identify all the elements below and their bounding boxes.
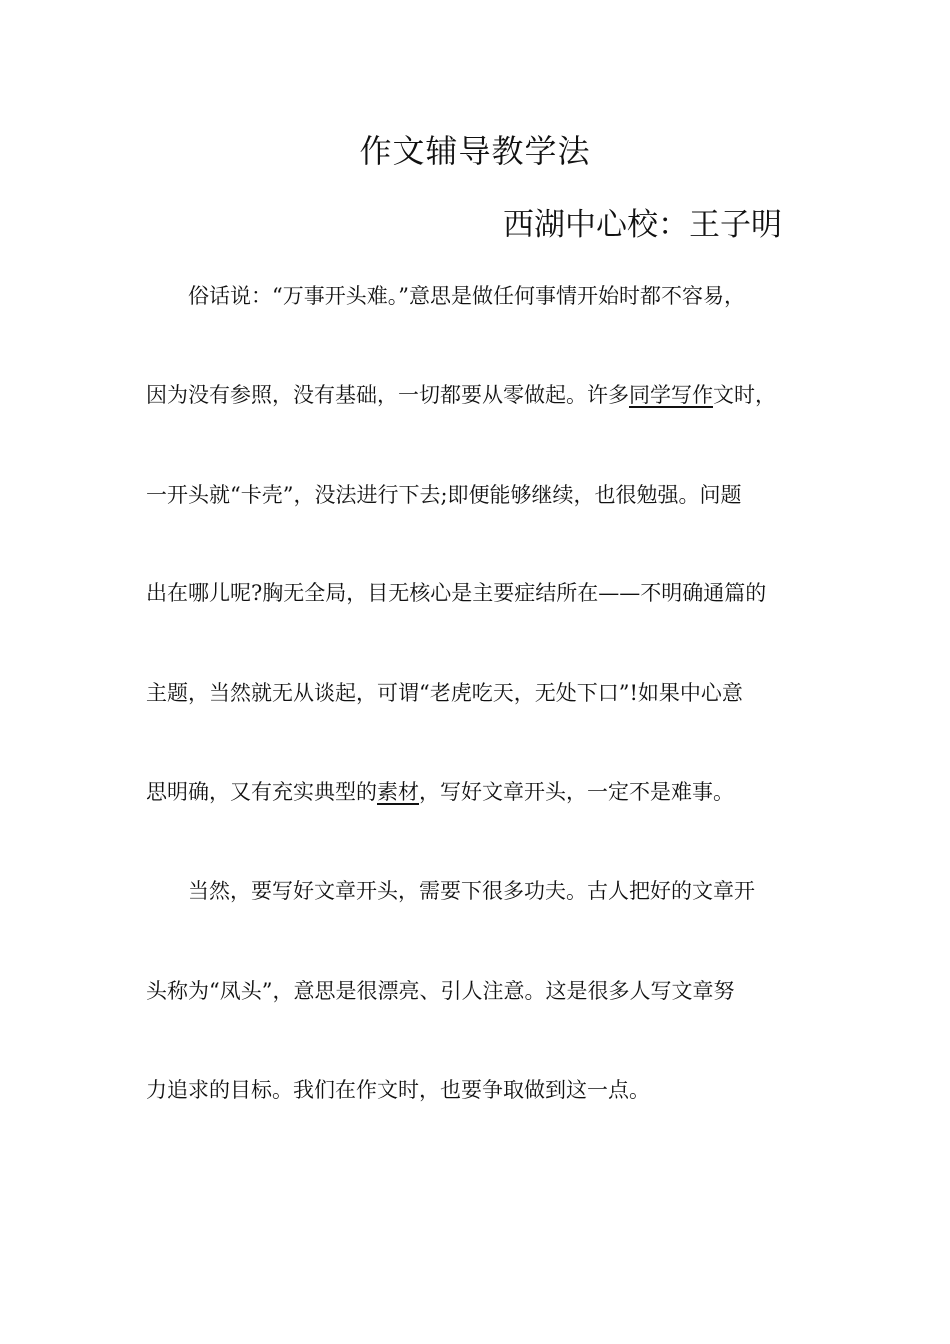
paragraph-1-line-1: 俗话说：“万事开头难。”意思是做任何事情开始时都不容易， bbox=[188, 284, 745, 308]
paragraph-1-line-3: 一开头就“卡壳”，没法进行下去;即便能够继续，也很勉强。问题 bbox=[146, 483, 742, 507]
link-tongxue-xiezuo[interactable]: 同学写作 bbox=[629, 383, 713, 407]
paragraph-1-line-4: 出在哪儿呢?胸无全局，目无核心是主要症结所在——不明确通篇的 bbox=[146, 581, 767, 605]
line-2-text-a: 因为没有参照，没有基础，一切都要从零做起。许多 bbox=[146, 383, 629, 407]
paragraph-1-line-6 bbox=[146, 775, 806, 809]
paragraph-2-line-2: 头称为“凤头”，意思是很漂亮、引人注意。这是很多人写文章努 bbox=[146, 979, 735, 1003]
line-6-text-a: 思明确，又有充实典型的 bbox=[146, 780, 377, 804]
paragraph-2-line-3: 力追求的目标。我们在作文时，也要争取做到这一点。 bbox=[146, 1078, 650, 1102]
paragraph-1-line-5: 主题，当然就无从谈起，可谓“老虎吃天，无处下口”!如果中心意 bbox=[146, 681, 743, 705]
author-line: 西湖中心校：王子明 bbox=[503, 207, 782, 243]
paragraph-2-line-1: 当然，要写好文章开头，需要下很多功夫。古人把好的文章开 bbox=[188, 879, 755, 903]
line-2-text-b: 文时， bbox=[713, 383, 776, 407]
link-sucai[interactable]: 素材 bbox=[377, 780, 419, 804]
line-6-text-b: ，写好文章开头，一定不是难事。 bbox=[419, 780, 734, 804]
document-title: 作文辅导教学法 bbox=[359, 132, 591, 170]
paragraph-1-line-2 bbox=[146, 378, 806, 412]
